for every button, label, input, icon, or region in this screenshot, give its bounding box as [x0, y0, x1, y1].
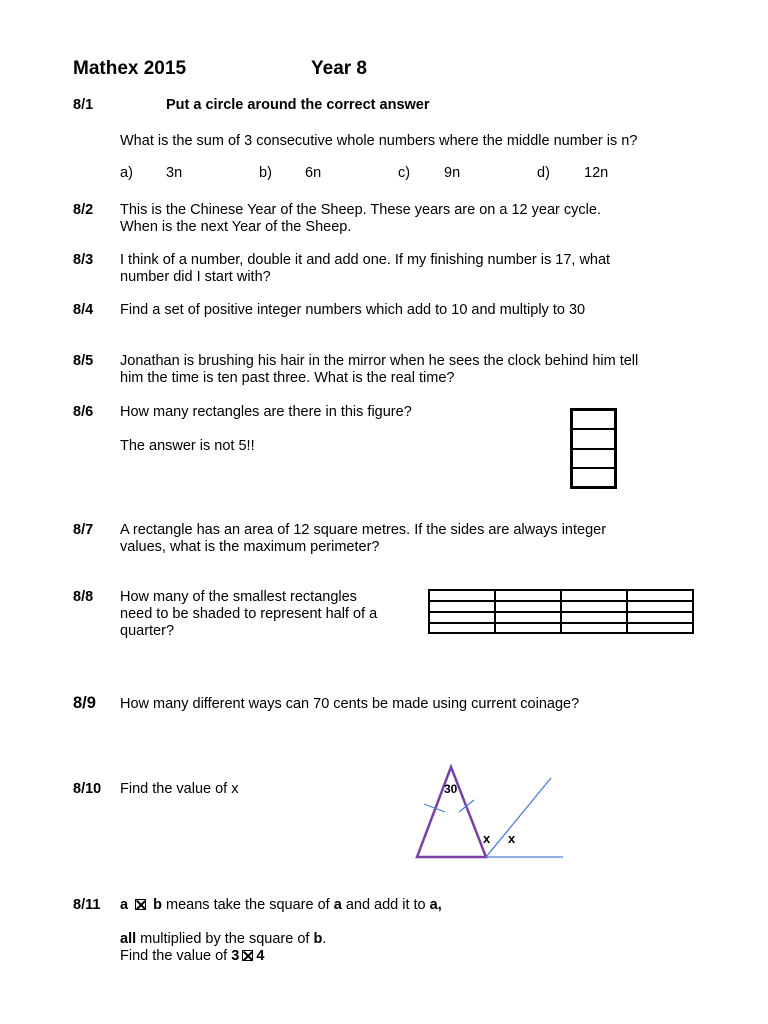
period: .	[322, 931, 327, 947]
question-text: him the time is ten past three. What is the real time?	[120, 370, 455, 386]
question-number: 8/5	[73, 353, 94, 369]
grid-figure	[428, 589, 696, 635]
question-text: Find the value of x	[120, 781, 239, 797]
angle-x-label: x	[483, 831, 491, 846]
text-fragment: means take the square of	[166, 897, 330, 913]
year-label: Year 8	[311, 58, 367, 79]
option-label: d)	[537, 165, 550, 181]
var-a: a	[120, 897, 129, 913]
emphasis-all: all	[120, 931, 137, 947]
question-text: Jonathan is brushing his hair in the mirror when he sees the clock behind him tell	[120, 353, 639, 369]
option-label: c)	[398, 165, 411, 181]
question-number: 8/11	[73, 897, 101, 913]
question-number: 8/4	[73, 302, 94, 318]
var-b: b	[313, 931, 323, 947]
option-value: 6n	[305, 165, 322, 181]
question-text: Find a set of positive integer numbers which add to 10 and multiply to 30	[120, 302, 586, 318]
question-number: 8/9	[73, 694, 96, 712]
triangle-shape	[417, 767, 486, 857]
value-four: 4	[256, 948, 265, 964]
question-number: 8/10	[73, 781, 102, 797]
question-text: How many of the smallest rectangles	[120, 589, 357, 605]
question-text: quarter?	[120, 623, 175, 639]
question-text: How many rectangles are there in this figure?	[120, 404, 412, 420]
option-value: 9n	[444, 165, 461, 181]
exterior-ray	[486, 778, 551, 857]
question-text: This is the Chinese Year of the Sheep. These years are on a 12 year cycle.	[120, 202, 601, 218]
stacked-rectangles-figure	[570, 408, 618, 490]
question-number: 8/2	[73, 202, 94, 218]
var-a: a,	[429, 897, 442, 913]
question-text: When is the next Year of the Sheep.	[120, 219, 352, 235]
question-number: 8/8	[73, 589, 94, 605]
question-instruction: Put a circle around the correct answer	[166, 97, 430, 113]
question-text: values, what is the maximum perimeter?	[120, 539, 380, 555]
question-number: 8/1	[73, 97, 94, 113]
triangle-figure	[400, 760, 570, 865]
question-text	[120, 931, 326, 948]
question-text: number did I start with?	[120, 269, 271, 285]
question-number: 8/6	[73, 404, 94, 420]
angle-label: 30	[444, 782, 458, 796]
value-three: 3	[231, 948, 240, 964]
question-text	[120, 948, 264, 965]
question-number: 8/3	[73, 252, 94, 268]
option-value: 12n	[584, 165, 609, 181]
option-value: 3n	[166, 165, 183, 181]
page-title: Mathex 2015	[73, 58, 187, 79]
option-label: b)	[259, 165, 272, 181]
var-a: a	[333, 897, 342, 913]
question-note: The answer is not 5!!	[120, 438, 255, 454]
text-fragment: multiplied by the square of	[140, 931, 310, 947]
text-fragment: and add it to	[345, 897, 426, 913]
question-text	[120, 897, 442, 914]
text-fragment: Find the value of	[120, 948, 228, 964]
question-text: How many different ways can 70 cents be made using current coinage?	[120, 696, 580, 712]
boxed-x-operator-icon	[242, 950, 253, 961]
boxed-x-operator-icon	[135, 899, 146, 910]
question-text: What is the sum of 3 consecutive whole numbers where the middle number is n?	[120, 133, 638, 149]
question-text: I think of a number, double it and add one. If my finishing number is 17, what	[120, 252, 611, 268]
question-text: need to be shaded to represent half of a	[120, 606, 378, 622]
var-b: b	[153, 897, 162, 913]
angle-x-label: x	[508, 831, 516, 846]
question-text: A rectangle has an area of 12 square metres. If the sides are always integer	[120, 522, 607, 538]
question-number: 8/7	[73, 522, 94, 538]
option-label: a)	[120, 165, 133, 181]
